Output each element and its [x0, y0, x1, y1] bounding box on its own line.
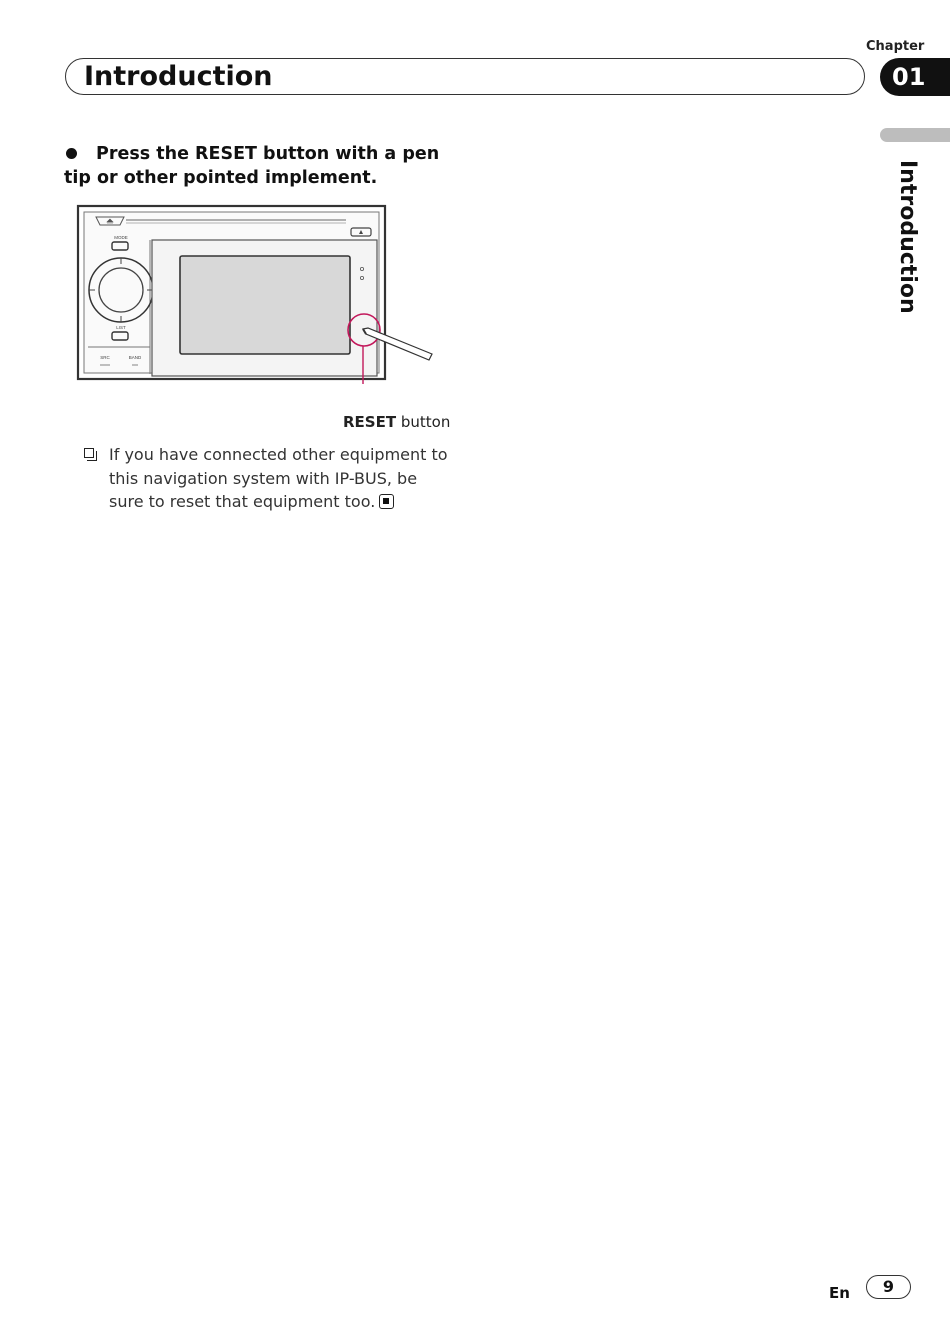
screen [180, 256, 350, 354]
chapter-number: 01 [892, 63, 926, 91]
end-mark-icon [379, 494, 394, 509]
mode-label: MODE [114, 235, 128, 240]
chapter-badge [880, 58, 950, 96]
band-label: BAND [128, 355, 142, 360]
side-tab-marker [880, 128, 950, 142]
footer-language: En [829, 1284, 850, 1302]
callout-bold: RESET [343, 413, 397, 431]
step-instruction: Press the RESET button with a pen tip or other pointed implement. [64, 144, 440, 188]
page-number: 9 [866, 1275, 911, 1299]
side-tab-label: Introduction [895, 160, 920, 314]
list-label: LIST [116, 325, 126, 330]
callout-rest: button [396, 413, 451, 431]
device-illustration [76, 204, 446, 384]
note-paragraph [109, 443, 454, 514]
chapter-label: Chapter [866, 39, 925, 54]
section-title: Introduction [84, 61, 273, 92]
src-label: SRC [100, 355, 110, 360]
note-text: If you have connected other equipment to this navigation system with IP-BUS, be sure to reset that equipment too. [109, 445, 448, 511]
reset-button-callout [343, 413, 450, 431]
note-checkbox-icon [84, 448, 94, 458]
